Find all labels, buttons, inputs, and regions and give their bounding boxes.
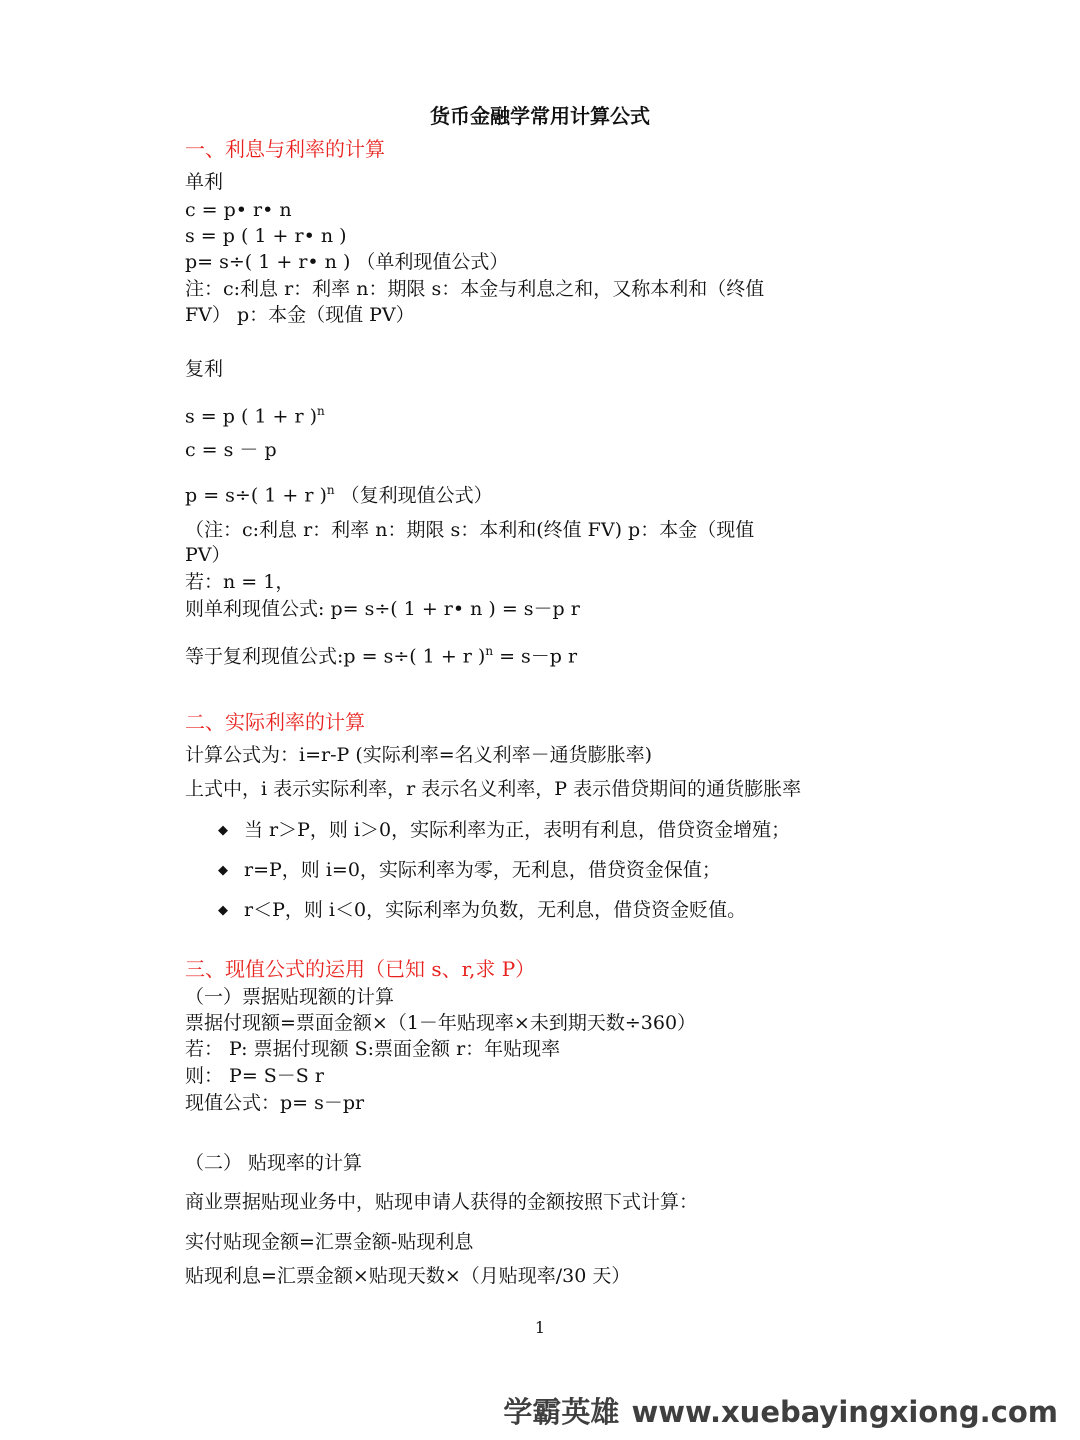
diamond-bullet-icon: ◆ bbox=[218, 863, 228, 878]
discount-line-7: 贴现利息=汇票金额×贴现天数×（月贴现率/30 天） bbox=[185, 1265, 631, 1287]
simple-note-1: 注：c:利息 r：利率 n：期限 s：本金与利息之和，又称本利和（终值 bbox=[185, 278, 765, 300]
exponent: n bbox=[485, 644, 494, 658]
compound-pv-line: 等于复利现值公式:p = s÷( 1 + r )$^n$ = s－p r bbox=[185, 644, 578, 668]
compound-note-1: （注：c:利息 r：利率 n：期限 s：本利和(终值 FV) p：本金（现值 bbox=[185, 519, 755, 541]
if-n-equals-one: 若：n = 1， bbox=[185, 571, 295, 593]
discount-line-3: 则： P= S－S r bbox=[185, 1065, 324, 1087]
bullet-item: ◆ 当 r＞P，则 i＞0，实际利率为正，表明有利息，借贷资金增殖； bbox=[218, 819, 791, 841]
simple-formula-3: p= s÷( 1 + r• n ) （单利现值公式） bbox=[185, 251, 509, 273]
page-number: 1 bbox=[534, 1318, 546, 1337]
discount-line-4: 现值公式：p= s－pr bbox=[185, 1092, 365, 1114]
simple-formula-2: s = p ( 1 + r• n ) bbox=[185, 225, 347, 247]
bullet-item: ◆ r＜P，则 i＜0，实际利率为负数，无利息，借贷资金贬值。 bbox=[218, 899, 747, 921]
diamond-bullet-icon: ◆ bbox=[218, 903, 228, 918]
simple-pv-line: 则单利现值公式: p= s÷( 1 + r• n ) = s－p r bbox=[185, 598, 580, 620]
discount-line-2: 若： P: 票据付现额 S:票面金额 r：年贴现率 bbox=[185, 1038, 561, 1060]
real-rate-formula: 计算公式为：i=r-P (实际利率=名义利率－通货膨胀率) bbox=[185, 744, 653, 766]
discount-line-5: 商业票据贴现业务中，贴现申请人获得的金额按照下式计算： bbox=[185, 1191, 699, 1213]
compound-note-2: PV） bbox=[185, 544, 231, 566]
section2-heading: 二、实际利率的计算 bbox=[185, 710, 365, 734]
diamond-bullet-icon: ◆ bbox=[218, 823, 228, 838]
compound-formula-2: c = s － p bbox=[185, 439, 277, 461]
watermark bbox=[503, 1394, 1058, 1430]
subsection-1-title: （一）票据贴现额的计算 bbox=[185, 986, 395, 1008]
simple-note-2: FV） p：本金（现值 PV） bbox=[185, 304, 415, 326]
simple-interest-label: 单利 bbox=[185, 171, 224, 193]
compound-interest-label: 复利 bbox=[185, 358, 224, 380]
section3-heading: 三、现值公式的运用（已知 s、r,求 P） bbox=[185, 957, 536, 981]
bullet-item: ◆ r=P，则 i=0，实际利率为零，无利息，借贷资金保值； bbox=[218, 859, 721, 881]
discount-line-6: 实付贴现金额=汇票金额-贴现利息 bbox=[185, 1231, 474, 1253]
page-title: 货币金融学常用计算公式 bbox=[430, 104, 650, 128]
real-rate-explain: 上式中，i 表示实际利率，r 表示名义利率，P 表示借贷期间的通货膨胀率 bbox=[185, 778, 802, 800]
discount-line-1: 票据付现额=票面金额×（1－年贴现率×未到期天数÷360） bbox=[185, 1012, 697, 1034]
exponent: n bbox=[317, 404, 325, 418]
watermark-name: 学霸英雄 bbox=[503, 1395, 620, 1429]
simple-formula-1: c = p• r• n bbox=[185, 199, 292, 221]
compound-formula-1: s = p ( 1 + r )$^n$ bbox=[185, 404, 325, 428]
exponent: n bbox=[326, 483, 335, 497]
watermark-url: www.xuebayingxiong.com bbox=[631, 1395, 1058, 1429]
compound-formula-3: p = s÷( 1 + r )$^n$ （复利现值公式） bbox=[185, 483, 493, 507]
subsection-2-title: （二） 贴现率的计算 bbox=[185, 1152, 363, 1174]
section1-heading: 一、利息与利率的计算 bbox=[185, 137, 385, 161]
